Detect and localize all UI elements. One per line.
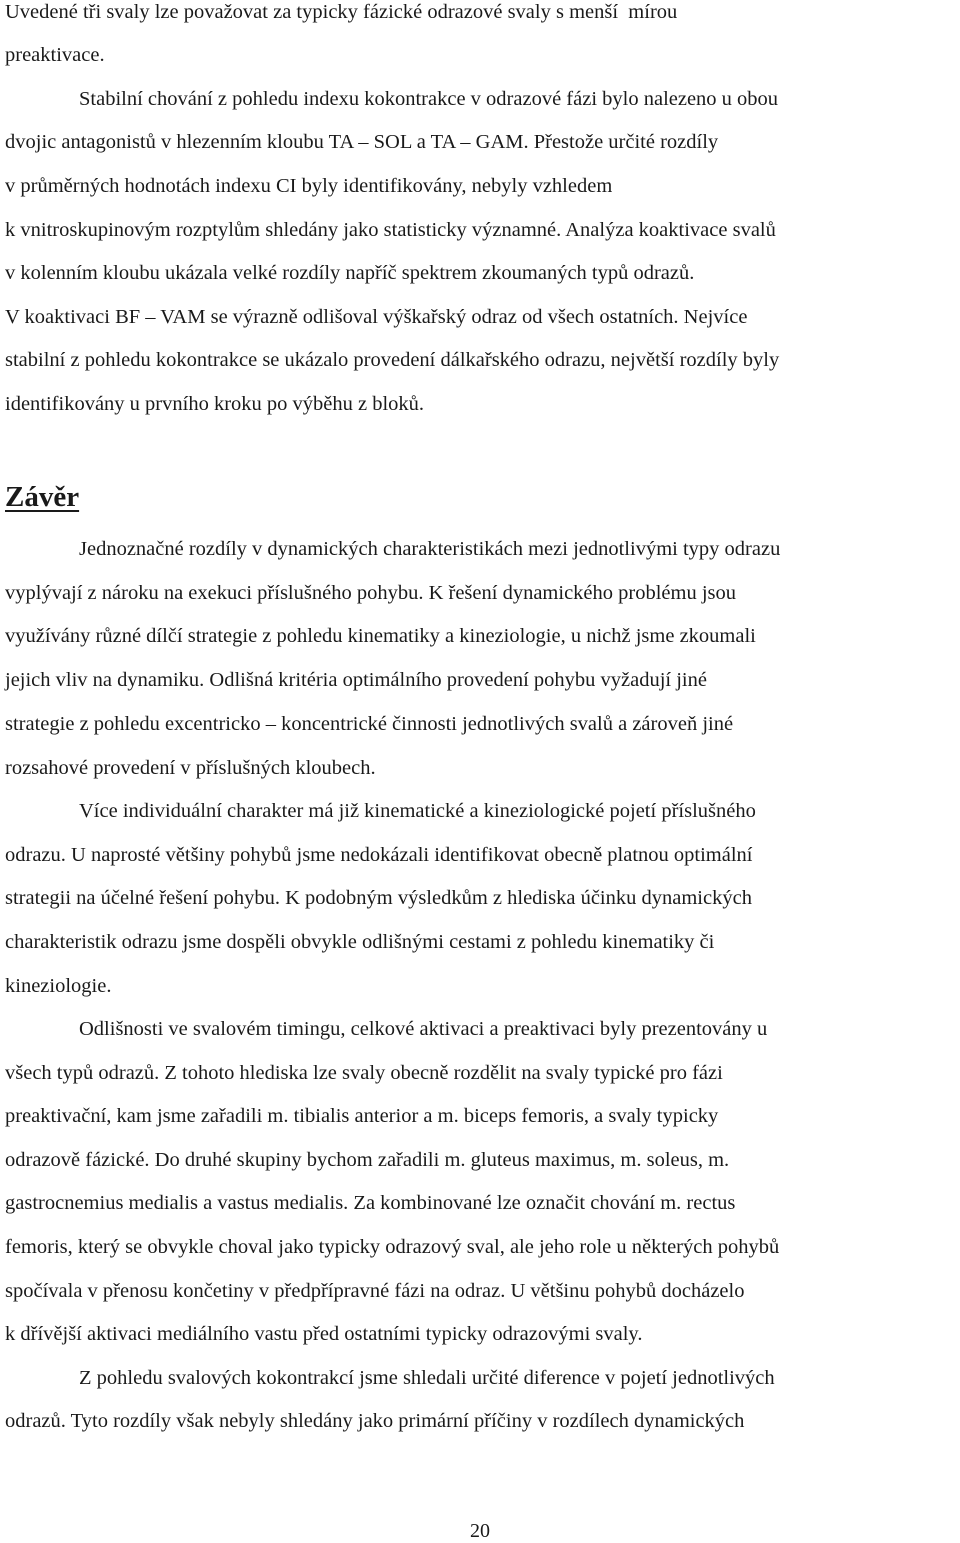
text-line: jejich vliv na dynamiku. Odlišná kritéria optimálního provedení pohybu vyžadují jiné [5,669,707,691]
text-line: strategie z pohledu excentricko – koncentrické činnosti jednotlivých svalů a zároveň jiné [5,713,734,735]
text-line: Více individuální charakter má již kinematické a kineziologické pojetí příslušného [79,800,756,822]
text-line: preaktivace. [5,44,105,66]
text-line: k vnitroskupinovým rozptylům shledány jako statisticky významné. Analýza koaktivace svalů [5,219,776,241]
text-line: odrazu. U naprosté většiny pohybů jsme nedokázali identifikovat obecně platnou optimální [5,844,753,866]
text-line: v průměrných hodnotách indexu CI byly identifikovány, nebyly vzhledem [5,175,613,197]
text-line: kineziologie. [5,975,112,997]
text-line: dvojic antagonistů v hlezenním kloubu TA – SOL a TA – GAM. Přestože určité rozdíly [5,131,719,153]
text-line: využívány různé dílčí strategie z pohledu kinematiky a kineziologie, u nichž jsme zkoumali [5,625,756,647]
text-line: odrazů. Tyto rozdíly však nebyly shledány jako primární příčiny v rozdílech dynamických [5,1410,745,1432]
text-line: preaktivační, kam jsme zařadili m. tibialis anterior a m. biceps femoris, a svaly typicky [5,1105,719,1127]
text-line: femoris, který se obvykle choval jako typicky odrazový sval, ale jeho role u některých pohybů [5,1236,780,1258]
text-line: identifikovány u prvního kroku po výběhu z bloků. [5,393,425,415]
text-line: V koaktivaci BF – VAM se výrazně odlišoval výškařský odraz od všech ostatních. Nejvíce [5,306,748,328]
text-line: Jednoznačné rozdíly v dynamických charakteristikách mezi jednotlivými typy odrazu [79,538,781,560]
text-line: rozsahové provedení v příslušných kloubech. [5,757,376,779]
text-line: odrazově fázické. Do druhé skupiny bychom zařadili m. gluteus maximus, m. soleus, m. [5,1149,730,1171]
text-line: v kolenním kloubu ukázala velké rozdíly napříč spektrem zkoumaných typů odrazů. [5,262,695,284]
text-line: strategii na účelné řešení pohybu. K podobným výsledkům z hlediska účinku dynamických [5,887,752,909]
section-heading: Závěr [5,481,80,513]
page-number: 20 [470,1520,490,1542]
text-line: gastrocnemius medialis a vastus medialis. Za kombinované lze označit chování m. rectus [5,1192,736,1214]
text-line: spočívala v přenosu končetiny v předpřípravné fázi na odraz. U většinu pohybů docházelo [5,1280,745,1302]
text-line: Uvedené tři svaly lze považovat za typicky fázické odrazové svaly s menší mírou [5,1,678,23]
text-line: stabilní z pohledu kokontrakce se ukázalo provedení dálkařského odrazu, největší rozdíly byly [5,349,780,371]
text-line: vyplývají z nároku na exekuci příslušného pohybu. K řešení dynamického problému jsou [5,582,737,604]
text-line: všech typů odrazů. Z tohoto hlediska lze svaly obecně rozdělit na svaly typické pro fázi [5,1062,723,1084]
text-line: Stabilní chování z pohledu indexu kokontrakce v odrazové fázi bylo nalezeno u obou [79,88,779,110]
text-line: charakteristik odrazu jsme dospěli obvykle odlišnými cestami z pohledu kinematiky či [5,931,715,953]
text-line: k dřívější aktivaci mediálního vastu před ostatními typicky odrazovými svaly. [5,1323,643,1345]
text-line: Odlišnosti ve svalovém timingu, celkové aktivaci a preaktivaci byly prezentovány u [79,1018,768,1040]
text-line: Z pohledu svalových kokontrakcí jsme shledali určité diference v pojetí jednotlivých [79,1367,775,1389]
